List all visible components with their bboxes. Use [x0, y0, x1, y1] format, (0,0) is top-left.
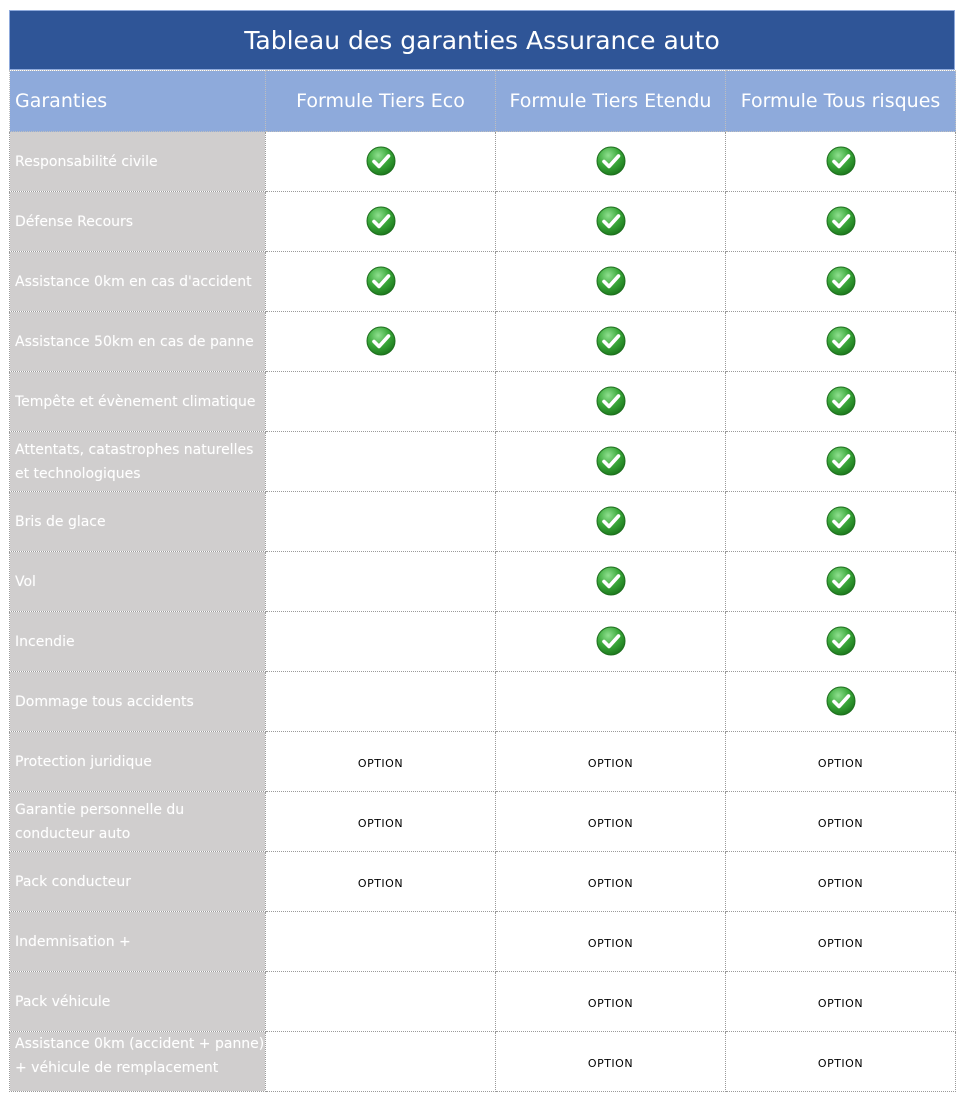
check-circle-icon — [825, 685, 857, 717]
table-cell — [726, 612, 956, 672]
option-text: OPTION — [357, 877, 404, 890]
header-formule-tiers-eco: Formule Tiers Eco — [266, 71, 496, 132]
row-label-text: Incendie — [15, 633, 75, 650]
row-label-text: Attentats, catastrophes naturelles et technologiques — [15, 441, 254, 482]
table-cell — [266, 792, 496, 852]
row-label-text: Vol — [15, 573, 36, 590]
check-circle-icon — [825, 385, 857, 417]
table-cell — [266, 672, 496, 732]
row-label — [10, 252, 266, 312]
table-cell — [496, 912, 726, 972]
table-cell — [266, 1032, 496, 1092]
table-row — [10, 552, 956, 612]
table-cell — [266, 372, 496, 432]
table-row — [10, 612, 956, 672]
row-label-text: Tempête et évènement climatique — [15, 393, 256, 410]
table-cell — [726, 432, 956, 492]
table-cell — [726, 672, 956, 732]
row-label — [10, 852, 266, 912]
option-text: OPTION — [587, 997, 634, 1010]
table-cell — [726, 252, 956, 312]
row-label — [10, 312, 266, 372]
check-circle-icon — [595, 205, 627, 237]
check-circle-icon — [825, 505, 857, 537]
table-cell — [726, 492, 956, 552]
check-circle-icon — [595, 565, 627, 597]
table-cell — [496, 552, 726, 612]
table-row — [10, 372, 956, 432]
row-label — [10, 552, 266, 612]
table-cell — [266, 852, 496, 912]
option-text: OPTION — [817, 1057, 864, 1070]
table-cell — [726, 132, 956, 192]
row-label — [10, 732, 266, 792]
check-circle-icon — [595, 385, 627, 417]
table-title: Tableau des garanties Assurance auto — [9, 10, 955, 70]
row-label-text: Assistance 50km en cas de panne — [15, 333, 254, 350]
table-row — [10, 732, 956, 792]
check-circle-icon — [365, 145, 397, 177]
check-circle-icon — [825, 565, 857, 597]
table-row — [10, 1032, 956, 1092]
check-circle-icon — [365, 325, 397, 357]
check-circle-icon — [825, 445, 857, 477]
check-circle-icon — [595, 265, 627, 297]
table-cell — [496, 852, 726, 912]
table-cell — [726, 552, 956, 612]
table-row — [10, 192, 956, 252]
header-guarantees: Garanties — [10, 71, 266, 132]
row-label — [10, 912, 266, 972]
table-cell — [266, 432, 496, 492]
option-text: OPTION — [817, 997, 864, 1010]
table-row — [10, 252, 956, 312]
table-cell — [496, 672, 726, 732]
row-label — [10, 1032, 266, 1092]
option-text: OPTION — [587, 757, 634, 770]
table-cell — [496, 492, 726, 552]
table-row — [10, 852, 956, 912]
option-text: OPTION — [587, 1057, 634, 1070]
option-text: OPTION — [357, 757, 404, 770]
table-cell — [266, 312, 496, 372]
check-circle-icon — [595, 145, 627, 177]
table-cell — [496, 792, 726, 852]
option-text: OPTION — [817, 817, 864, 830]
option-text: OPTION — [817, 757, 864, 770]
table-cell — [496, 132, 726, 192]
table-cell — [726, 192, 956, 252]
table-row — [10, 492, 956, 552]
table-row — [10, 792, 956, 852]
table-cell — [726, 912, 956, 972]
option-text: OPTION — [587, 817, 634, 830]
table-cell — [496, 192, 726, 252]
table-cell — [726, 792, 956, 852]
row-label — [10, 432, 266, 492]
table-row — [10, 432, 956, 492]
table-cell — [266, 912, 496, 972]
table-cell — [266, 972, 496, 1032]
option-text: OPTION — [357, 817, 404, 830]
guarantees-table — [9, 70, 956, 1092]
option-text: OPTION — [817, 877, 864, 890]
table-cell — [726, 972, 956, 1032]
check-circle-icon — [825, 325, 857, 357]
table-cell — [266, 732, 496, 792]
check-circle-icon — [825, 145, 857, 177]
row-label — [10, 792, 266, 852]
check-circle-icon — [825, 625, 857, 657]
check-circle-icon — [595, 505, 627, 537]
table-cell — [726, 1032, 956, 1092]
table-cell — [266, 612, 496, 672]
table-cell — [726, 312, 956, 372]
table-cell — [726, 372, 956, 432]
check-circle-icon — [825, 205, 857, 237]
row-label-text: Protection juridique — [15, 753, 152, 770]
table-cell — [496, 1032, 726, 1092]
row-label-text: Dommage tous accidents — [15, 693, 194, 710]
table-row — [10, 672, 956, 732]
header-formule-tous-risques: Formule Tous risques — [726, 71, 956, 132]
row-label-text: Assistance 0km en cas d'accident — [15, 273, 252, 290]
row-label — [10, 612, 266, 672]
row-label — [10, 372, 266, 432]
table-cell — [266, 132, 496, 192]
table-cell — [726, 732, 956, 792]
row-label-text: Pack véhicule — [15, 993, 111, 1010]
row-label-text: Pack conducteur — [15, 873, 131, 890]
header-formule-tiers-etendu: Formule Tiers Etendu — [496, 71, 726, 132]
table-row — [10, 312, 956, 372]
row-label — [10, 192, 266, 252]
check-circle-icon — [365, 265, 397, 297]
table-cell — [266, 492, 496, 552]
table-cell — [266, 192, 496, 252]
row-label-text: Assistance 0km (accident + panne) + véhicule de remplacement — [15, 1036, 265, 1076]
row-label-text: Garantie personnelle du conducteur auto — [15, 801, 185, 842]
table-cell — [496, 372, 726, 432]
row-label-text: Responsabilité civile — [15, 153, 158, 170]
table-cell — [496, 432, 726, 492]
check-circle-icon — [595, 625, 627, 657]
table-row — [10, 972, 956, 1032]
table-cell — [496, 612, 726, 672]
table-row — [10, 132, 956, 192]
header-row — [10, 71, 956, 132]
check-circle-icon — [595, 445, 627, 477]
option-text: OPTION — [817, 937, 864, 950]
row-label-text: Bris de glace — [15, 513, 106, 530]
row-label — [10, 972, 266, 1032]
guarantees-table-container — [9, 10, 955, 1092]
table-cell — [266, 552, 496, 612]
option-text: OPTION — [587, 937, 634, 950]
table-row — [10, 912, 956, 972]
table-cell — [496, 972, 726, 1032]
row-label — [10, 132, 266, 192]
check-circle-icon — [595, 325, 627, 357]
table-cell — [496, 732, 726, 792]
row-label-text: Indemnisation + — [15, 933, 131, 950]
check-circle-icon — [365, 205, 397, 237]
table-cell — [496, 252, 726, 312]
option-text: OPTION — [587, 877, 634, 890]
table-cell — [266, 252, 496, 312]
table-cell — [496, 312, 726, 372]
row-label — [10, 672, 266, 732]
row-label-text: Défense Recours — [15, 213, 134, 230]
check-circle-icon — [825, 265, 857, 297]
table-cell — [726, 852, 956, 912]
row-label — [10, 492, 266, 552]
